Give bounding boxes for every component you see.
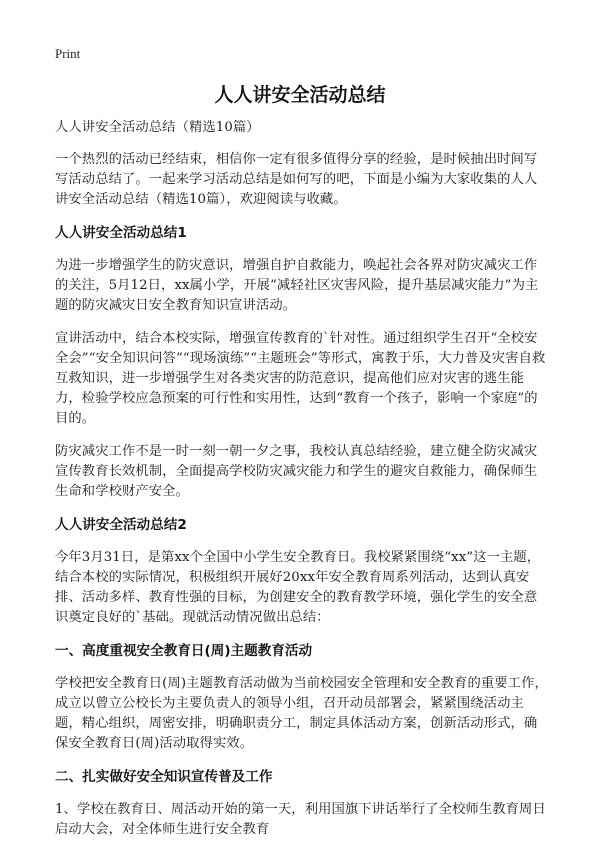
section-heading: 二、扎实做好安全知识宣传普及工作 [55, 769, 273, 785]
intro-paragraph: 一个热烈的活动已经结束，相信你一定有很多值得分享的经验，是时候抽出时间写写活动总结了。一起来学习活动总结是如何写的吧，下面是小编为大家收集的人人讲安全活动总结（精选10篇），欢迎阅读与收藏。 [55, 152, 538, 207]
section-2 [55, 515, 550, 628]
document-body [55, 118, 550, 853]
section-paragraph: 今年3月31日，是第xx个全国中小学生安全教育日。我校紧紧围绕“xx”这一主题，结合本校的实际情况，积极组织开展好20xx年安全教育周系列活动，达到认真安排、活动多样、教育性强的目标，为创建安全的教育教学环境，强化学生的安全意识奠定良好的`基础。现就活动情况做出总结： [55, 550, 541, 625]
print-label[interactable]: Print [55, 46, 81, 61]
subtitle: 人人讲安全活动总结（精选10篇） [55, 120, 260, 135]
section-1 [55, 223, 550, 502]
section-heading: 一、高度重视安全教育日(周)主题教育活动 [55, 643, 313, 659]
section-3 [55, 641, 550, 754]
section-paragraph: 为进一步增强学生的防灾意识，增强自护自救能力，唤起社会各界对防灾减灾工作的关注，5月12日，xx属小学，开展“减轻社区灾害风险，提升基层减灾能力”为主题的防灾减灾日安全教育知识宣讲活动。 [55, 258, 539, 313]
section-4 [55, 767, 550, 840]
section-paragraph: 宣讲活动中，结合本校实际，增强宣传教育的`针对性。通过组织学生召开“全校安全会”“安全知识问答”“现场演练”“主题班会”等形式，寓教于乐，大力普及灾害自救互救知识，进一步增强学生对各类灾害的防范意识，提高他们应对灾害的逃生能力，检验学校应急预案的可行性和实用性，达到“教育一个孩子，影响一个家庭”的目的。 [55, 331, 546, 426]
section-paragraph: 防灾减灾工作不是一时一刻一朝一夕之事，我校认真总结经验，建立健全防灾减灾宣传教育长效机制，全面提高学校防灾减灾能力和学生的避灾自救能力，确保师生生命和学校财产安全。 [55, 444, 538, 499]
section-paragraph: 1、学校在教育日、周活动开始的第一天，利用国旗下讲话举行了全校师生教育周日启动大会，对全体师生进行安全教育 [55, 802, 546, 837]
section-paragraph: 学校把安全教育日(周)主题教育活动做为当前校园安全管理和安全教育的重要工作，成立以曾立公校长为主要负责人的领导小组，召开动员部署会，紧紧围绕活动主题，精心组织，周密安排，明确职责分工，制定具体活动方案，创新活动形式，确保安全教育日(周)活动取得实效。 [55, 676, 548, 751]
section-heading: 人人讲安全活动总结1 [55, 225, 187, 241]
section-heading: 人人讲安全活动总结2 [55, 517, 187, 533]
page-title: 人人讲安全活动总结 [214, 84, 386, 106]
